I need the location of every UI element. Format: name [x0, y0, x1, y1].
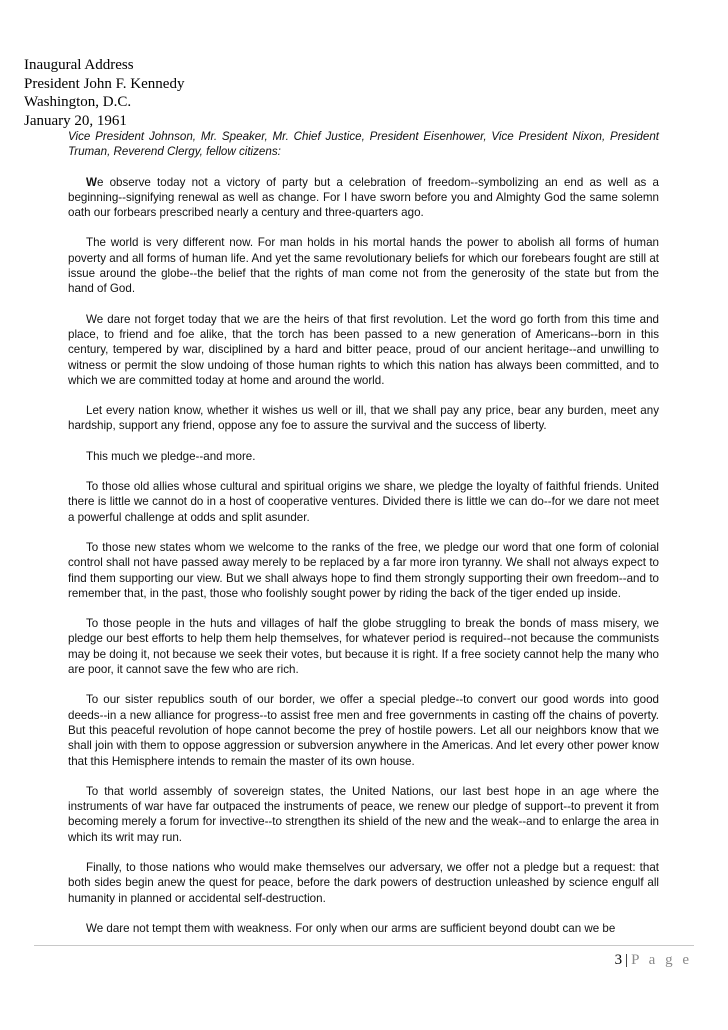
header-speaker: President John F. Kennedy: [24, 75, 185, 92]
footer-divider: [34, 945, 694, 946]
paragraph-1: [68, 175, 659, 221]
initial-letter: W: [86, 175, 97, 189]
paragraph: We dare not tempt them with weakness. For only when our arms are sufficient beyond doubt can we be: [86, 921, 616, 935]
header-title: Inaugural Address: [24, 57, 134, 73]
paragraph: To that world assembly of sovereign states, the United Nations, our last best hope in an age where the instruments of war have far outpaced the instruments of peace, we renew our pledge of support--to prevent it from becoming merely a forum for invective--to strengthen its shield of the new and the weak--and to enlarge the area in which its writ may run.: [68, 784, 659, 844]
speech-body: [68, 129, 659, 951]
page-number: 3: [614, 952, 623, 968]
page-footer: [615, 952, 692, 969]
paragraph-1-text: e observe today not a victory of party but a celebration of freedom--symbolizing an end as well as a beginning--signifying renewal as well as change. For I have sworn before you and Almighty God the same solemn oath our forbears prescribed nearly a century and three-quarters ago.: [68, 175, 659, 220]
document-header: [24, 56, 184, 130]
paragraph: Finally, to those nations who would make themselves our adversary, we offer not a pledge but a request: that both sides begin anew the quest for peace, before the dark powers of destruction unleashed by science engulf all humanity in planned or accidental self-destruction.: [68, 860, 659, 905]
header-location: Washington, D.C.: [24, 94, 132, 110]
paragraph: This much we pledge--and more.: [86, 449, 256, 463]
header-date: January 20, 1961: [24, 112, 127, 129]
paragraph: To those old allies whose cultural and spiritual origins we share, we pledge the loyalty of faithful friends. United there is little we cannot do in a host of cooperative ventures. Divided there is little we can do--for we dare not meet a powerful challenge at odds and split asunder.: [68, 480, 659, 524]
footer-separator: |: [625, 952, 629, 968]
paragraph: To our sister republics south of our border, we offer a special pledge--to convert our good words into good deeds--in a new alliance for progress--to assist free men and free governments in casting off the chains of poverty. But this peaceful revolution of hope cannot become the prey of hostile powers. Let all our neighbors know that we shall join with them to oppose aggression or subversion anywhere in the Americas. And let every other power know that this Hemisphere intends to remain the master of its own house.: [68, 693, 659, 768]
paragraph: The world is very different now. For man holds in his mortal hands the power to abolish all forms of human poverty and all forms of human life. And yet the same revolutionary beliefs for which our forebears fought are still at issue around the globe--the belief that the rights of man come not from the generosity of the state but from the hand of God.: [68, 236, 659, 296]
page-label: P a g e: [631, 952, 692, 968]
salutation: Vice President Johnson, Mr. Speaker, Mr. Chief Justice, President Eisenhower, Vice President Nixon, President Truman, Reverend Clergy, fellow citizens:: [68, 130, 659, 159]
paragraph: To those people in the huts and villages of half the globe struggling to break the bonds of mass misery, we pledge our best efforts to help them help themselves, for whatever period is required--not because the communists may be doing it, not because we seek their votes, but because it is right. If a free society cannot help the many who are poor, it cannot save the few who are rich.: [68, 617, 659, 677]
paragraph: We dare not forget today that we are the heirs of that first revolution. Let the word go forth from this time and place, to friend and foe alike, that the torch has been passed to a new generation of Americans--born in this century, tempered by war, disciplined by a hard and bitter peace, proud of our ancient heritage--and unwilling to witness or permit the slow undoing of those human rights to which this nation has always been committed, and to which we are committed today at home and around the world.: [68, 312, 659, 387]
paragraph: Let every nation know, whether it wishes us well or ill, that we shall pay any price, bear any burden, meet any hardship, support any friend, oppose any foe to assure the survival and the success of liberty.: [68, 404, 659, 433]
paragraph: To those new states whom we welcome to the ranks of the free, we pledge our word that one form of colonial control shall not have passed away merely to be replaced by a far more iron tyranny. We shall not always expect to find them supporting our view. But we shall always hope to find them strongly supporting their own freedom--and to remember that, in the past, those who foolishly sought power by riding the back of the tiger ended up inside.: [68, 540, 659, 600]
